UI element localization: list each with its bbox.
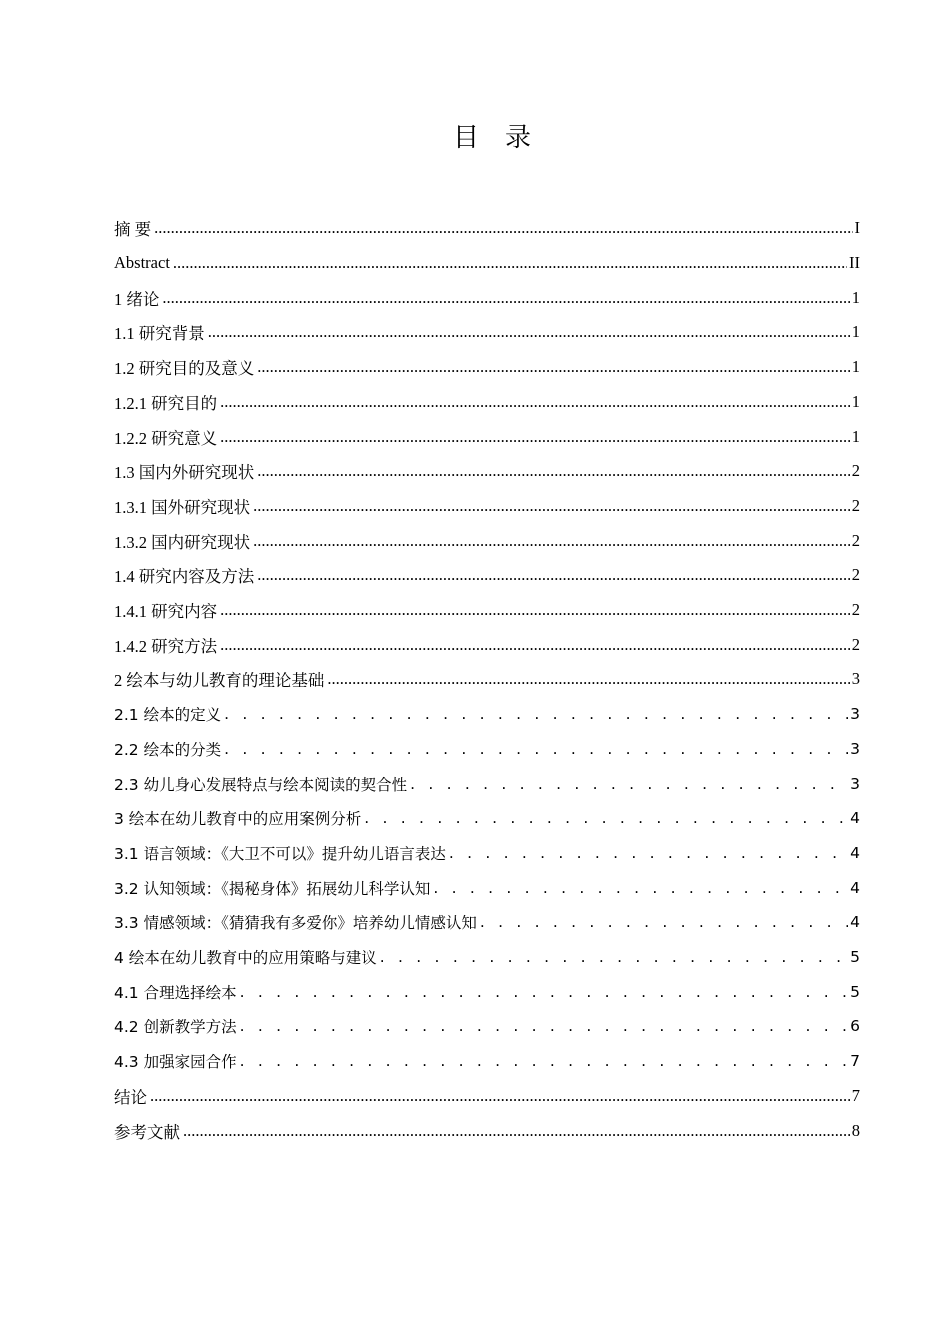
- toc-page-number: 2: [851, 565, 860, 585]
- toc-page-number: 8: [851, 1120, 860, 1140]
- toc-leader-dots: [162, 288, 849, 308]
- toc-leader-dots: [150, 1086, 850, 1106]
- toc-leader-dots: [480, 913, 848, 931]
- toc-entry-label: 3 绘本在幼儿教育中的应用案例分析: [114, 810, 362, 829]
- toc-entry-abstract-en[interactable]: [114, 246, 860, 281]
- toc-page-number: 3: [850, 705, 860, 724]
- toc-entry-label: 2.3 幼儿身心发展特点与绘本阅读的契合性: [114, 775, 408, 794]
- toc-leader-dots: [208, 322, 850, 342]
- toc-leader-dots: [220, 427, 850, 447]
- toc-entry-label: 1.3.1 国外研究现状: [114, 497, 251, 517]
- toc-page-number: 3: [850, 774, 860, 793]
- toc-leader-dots: [240, 1052, 849, 1070]
- toc-entry-label: 3.2 认知领域：《揭秘身体》拓展幼儿科学认知: [114, 879, 431, 898]
- toc-leader-dots: [327, 669, 849, 689]
- toc-page-number: 4: [850, 809, 860, 828]
- toc-entry-label: 4.2 创新教学方法: [114, 1018, 237, 1037]
- toc-page-number: 1: [851, 426, 860, 446]
- toc-entry-label: 1.4.1 研究内容: [114, 602, 218, 622]
- toc-entry-2-1[interactable]: [114, 697, 860, 732]
- toc-entry-1-2-2[interactable]: [114, 419, 860, 454]
- toc-leader-dots: [257, 461, 850, 481]
- toc-entry-label: 1.2 研究目的及意义: [114, 359, 255, 379]
- toc-leader-dots: [220, 392, 850, 412]
- toc-entry-chapter-1[interactable]: [114, 280, 860, 315]
- toc-entry-chapter-2[interactable]: [114, 662, 860, 697]
- toc-leader-dots: [220, 635, 850, 655]
- toc-page-number: 4: [850, 878, 860, 897]
- toc-entry-label: 2.2 绘本的分类: [114, 740, 222, 759]
- toc-page-number: 2: [851, 634, 860, 654]
- toc-page-number: 4: [850, 913, 860, 932]
- toc-entry-4-1[interactable]: [114, 974, 860, 1009]
- toc-entry-label: 结论: [114, 1087, 147, 1107]
- toc-leader-dots: [173, 253, 847, 273]
- toc-entry-3-2[interactable]: [114, 870, 860, 905]
- toc-leader-dots: [410, 775, 848, 793]
- toc-entry-4-2[interactable]: [114, 1009, 860, 1044]
- toc-leader-dots: [257, 565, 850, 585]
- toc-entry-label: 1 绪论: [114, 289, 160, 309]
- toc-entry-references[interactable]: [114, 1113, 860, 1148]
- toc-entry-label: 3.1 语言领域：《大卫不可以》提升幼儿语言表达: [114, 844, 446, 863]
- toc-page-number: 1: [851, 391, 860, 411]
- toc-page-number: 5: [850, 982, 860, 1001]
- toc-leader-dots: [364, 809, 848, 827]
- toc-entry-label: 1.2.2 研究意义: [114, 428, 218, 448]
- toc-page-number: 2: [851, 600, 860, 620]
- toc-entry-label: 2.1 绘本的定义: [114, 706, 222, 725]
- toc-page-number: I: [854, 218, 860, 238]
- toc-leader-dots: [449, 844, 848, 862]
- toc-leader-dots: [433, 879, 848, 897]
- toc-entry-label: 4.1 合理选择绘本: [114, 983, 237, 1002]
- toc-entry-label: 1.4 研究内容及方法: [114, 567, 255, 587]
- toc-entry-label: Abstract: [114, 253, 170, 273]
- toc-entry-3-3[interactable]: [114, 905, 860, 940]
- toc-entry-1-2-1[interactable]: [114, 385, 860, 420]
- toc-entry-1-1[interactable]: [114, 315, 860, 350]
- toc-entry-label: 1.3 国内外研究现状: [114, 463, 255, 483]
- toc-entry-label: 1.4.2 研究方法: [114, 636, 218, 656]
- toc-entry-1-4[interactable]: [114, 558, 860, 593]
- toc-entry-chapter-4[interactable]: [114, 940, 860, 975]
- toc-entry-label: 1.2.1 研究目的: [114, 393, 218, 413]
- toc-entry-1-4-1[interactable]: [114, 593, 860, 628]
- toc-leader-dots: [224, 740, 848, 758]
- toc-entry-1-3-1[interactable]: [114, 489, 860, 524]
- toc-entry-conclusion[interactable]: [114, 1079, 860, 1114]
- toc-page-number: 1: [851, 357, 860, 377]
- toc-leader-dots: [240, 983, 849, 1001]
- toc-entry-1-2[interactable]: [114, 350, 860, 385]
- toc-leader-dots: [183, 1121, 850, 1141]
- toc-entry-label: 参考文献: [114, 1122, 180, 1142]
- toc-page-number: 2: [851, 495, 860, 515]
- toc-page-number: 7: [851, 1085, 860, 1105]
- toc-entry-abstract-cn[interactable]: [114, 211, 860, 246]
- toc-leader-dots: [253, 531, 850, 551]
- toc-leader-dots: [253, 496, 850, 516]
- toc-entry-label: 4.3 加强家园合作: [114, 1053, 237, 1072]
- toc-entry-1-3-2[interactable]: [114, 523, 860, 558]
- toc-leader-dots: [257, 357, 850, 377]
- toc-page-number: 4: [850, 843, 860, 862]
- toc-entry-2-3[interactable]: [114, 766, 860, 801]
- toc-entry-label: 摘 要: [114, 220, 152, 240]
- toc-page-number: II: [849, 253, 860, 273]
- toc-entry-2-2[interactable]: [114, 732, 860, 767]
- toc-page-number: 6: [850, 1017, 860, 1036]
- toc-leader-dots: [380, 948, 848, 966]
- toc-page-number: 1: [851, 287, 860, 307]
- toc-page-number: 3: [851, 669, 860, 689]
- toc-entry-label: 4 绘本在幼儿教育中的应用策略与建议: [114, 949, 377, 968]
- toc-page-number: 2: [851, 461, 860, 481]
- toc-leader-dots: [224, 705, 848, 723]
- toc-entry-label: 1.3.2 国内研究现状: [114, 532, 251, 552]
- toc-entry-label: 2 绘本与幼儿教育的理论基础: [114, 671, 325, 691]
- toc-page-number: 1: [851, 322, 860, 342]
- toc-page-number: 3: [850, 739, 860, 758]
- toc-leader-dots: [154, 218, 852, 238]
- toc-entry-label: 3.3 情感领域：《猜猜我有多爱你》培养幼儿情感认知: [114, 914, 477, 933]
- toc-leader-dots: [220, 600, 850, 620]
- page-title: 目 录: [452, 123, 531, 153]
- toc-entry-1-3[interactable]: [114, 454, 860, 489]
- toc-entry-label: 1.1 研究背景: [114, 324, 205, 344]
- toc-entry-chapter-3[interactable]: [114, 801, 860, 836]
- toc-page-number: 5: [850, 948, 860, 967]
- toc-entry-1-4-2[interactable]: [114, 627, 860, 662]
- toc-leader-dots: [240, 1017, 849, 1035]
- toc-entry-3-1[interactable]: [114, 836, 860, 871]
- toc-entry-4-3[interactable]: [114, 1044, 860, 1079]
- toc-page-number: 7: [850, 1052, 860, 1071]
- toc-page-number: 2: [851, 530, 860, 550]
